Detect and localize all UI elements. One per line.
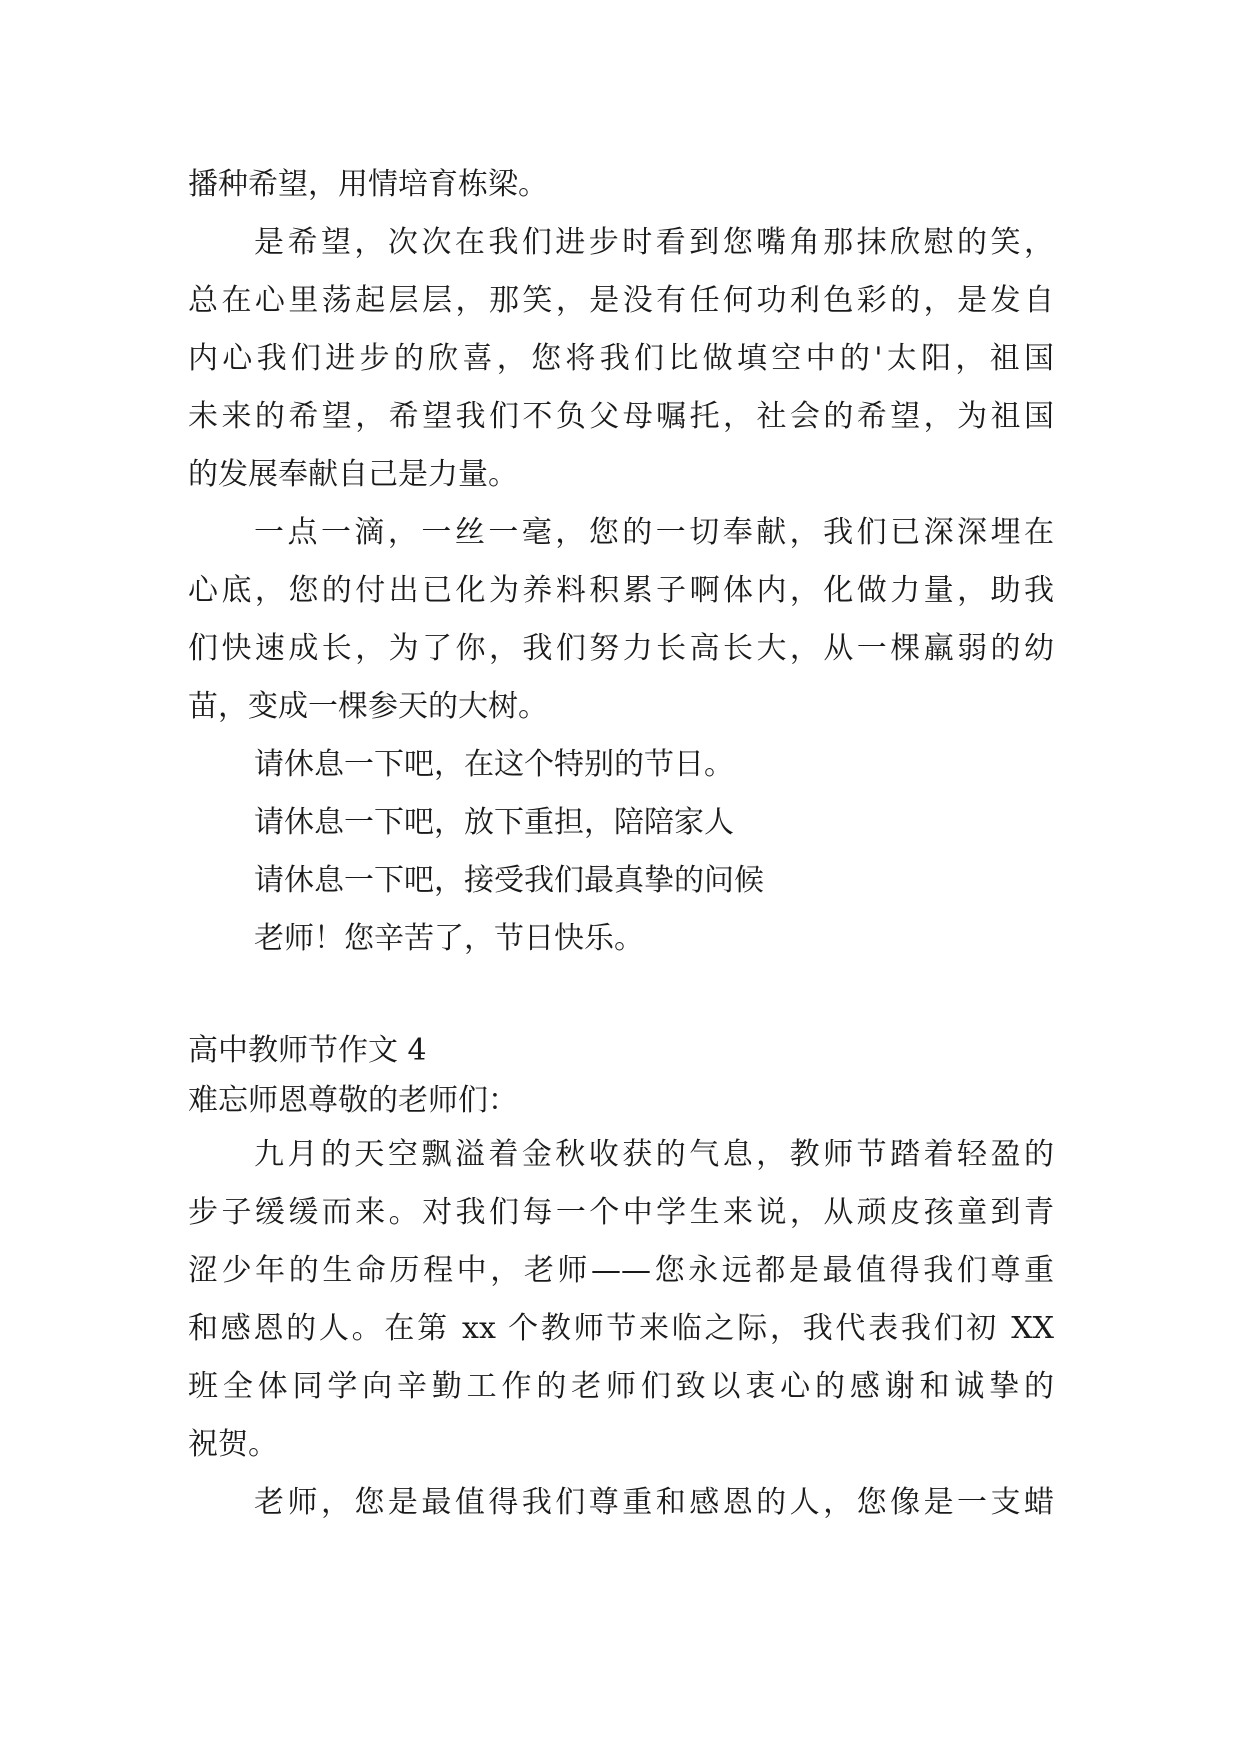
paragraph-line: 祝贺。 [188, 1427, 278, 1462]
paragraph-line: 老师，您是最值得我们尊重和感恩的人，您像是一支蜡 [254, 1485, 1054, 1520]
paragraph-line: 涩少年的生命历程中，老师——您永远都是最值得我们尊重 [188, 1253, 1054, 1288]
paragraph-line: 步子缓缓而来。对我们每一个中学生来说，从顽皮孩童到青 [188, 1195, 1054, 1230]
paragraph-line: 苗，变成一棵参天的大树。 [188, 689, 548, 724]
section-spacer [188, 968, 1054, 1026]
paragraph-line: 请休息一下吧，接受我们最真挚的问候 [254, 863, 764, 898]
paragraph-line: 是希望，次次在我们进步时看到您嘴角那抹欣慰的笑， [254, 225, 1054, 260]
paragraph-line: 总在心里荡起层层，那笑，是没有任何功利色彩的，是发自 [188, 283, 1054, 318]
paragraph-line: 心底，您的付出已化为养料积累子啊体内，化做力量，助我 [188, 573, 1054, 608]
paragraph-line: 播种希望，用情培育栋梁。 [188, 167, 548, 202]
paragraph-line: 们快速成长，为了你，我们努力长高长大，从一棵羸弱的幼 [188, 631, 1054, 666]
paragraph-line: 一点一滴，一丝一毫，您的一切奉献，我们已深深埋在 [254, 515, 1054, 550]
paragraph-line: 九月的天空飘溢着金秋收获的气息，教师节踏着轻盈的 [254, 1137, 1054, 1172]
paragraph-line: 班全体同学向辛勤工作的老师们致以衷心的感谢和诚挚的 [188, 1369, 1054, 1404]
paragraph-line: 请休息一下吧，在这个特别的节日。 [254, 747, 734, 782]
paragraph-line: 未来的希望，希望我们不负父母嘱托，社会的希望，为祖国 [188, 399, 1054, 434]
paragraph-line: 请休息一下吧，放下重担，陪陪家人 [254, 805, 734, 840]
paragraph-line: 内心我们进步的欣喜，您将我们比做填空中的'太阳，祖国 [188, 341, 1054, 376]
document-body [188, 156, 1054, 1532]
salutation: 难忘师恩尊敬的老师们： [188, 1083, 518, 1118]
paragraph-line: 和感恩的人。在第 xx 个教师节来临之际，我代表我们初 XX [188, 1311, 1054, 1346]
paragraph-line: 的发展奉献自己是力量。 [188, 457, 518, 492]
paragraph-line: 老师！您辛苦了，节日快乐。 [254, 921, 644, 956]
section-title: 高中教师节作文 4 [188, 1033, 427, 1068]
